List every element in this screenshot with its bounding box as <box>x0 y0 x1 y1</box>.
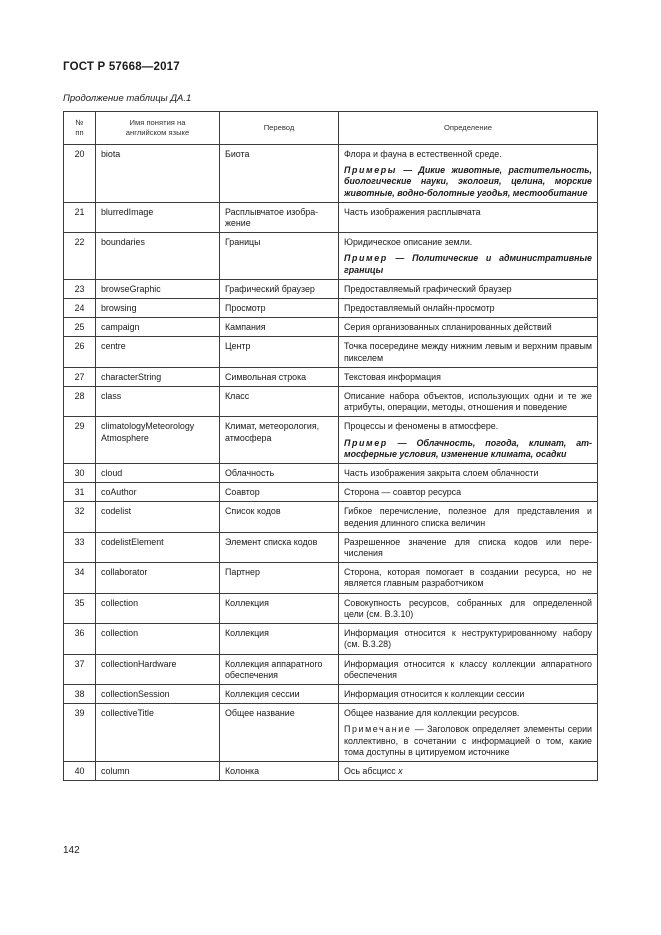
row-number: 40 <box>64 761 96 780</box>
term-translation: Кампания <box>220 318 339 337</box>
term-translation: Соавтор <box>220 483 339 502</box>
term-translation: Список кодов <box>220 502 339 532</box>
definition-text: Ось абсцисс <box>344 765 399 776</box>
row-number: 29 <box>64 417 96 464</box>
term-translation: Границы <box>220 233 339 280</box>
term-translation: Биота <box>220 145 339 203</box>
term-english: characterString <box>96 367 220 386</box>
table-row <box>64 464 598 483</box>
row-number: 32 <box>64 502 96 532</box>
term-english: browsing <box>96 299 220 318</box>
page-number: 142 <box>63 845 80 856</box>
definition-text: Серия организованных спланированных действий <box>344 322 552 333</box>
table-row <box>64 502 598 532</box>
example-text: — Политические и административные границы <box>344 253 592 275</box>
term-english: biota <box>96 145 220 203</box>
term-translation: Расплывчатое изображение <box>220 202 339 232</box>
table-row <box>64 654 598 684</box>
definition-text: Разрешенное значение для списка кодов или перечисления <box>344 536 592 559</box>
term-definition <box>339 318 598 337</box>
row-number: 38 <box>64 684 96 703</box>
term-definition <box>339 532 598 562</box>
table-row <box>64 145 598 203</box>
term-definition <box>339 337 598 367</box>
col-header-num: № пп <box>64 112 96 145</box>
definition-text: Предоставляемый графический браузер <box>344 283 512 294</box>
example-note <box>344 253 592 275</box>
col-header-term: Имя понятия на английском языке <box>96 112 220 145</box>
definition-text: Предоставляемый онлайн-просмотр <box>344 303 495 314</box>
definition-text: Текстовая информация <box>344 371 441 382</box>
example-text: — Облачность, погода, климат, атмосферные условия, изменение климата, осадки <box>344 437 592 459</box>
remark-text: — Заголовок определяет элементы серии коллективно, в сочетании с информацией о том, какие тома доступны в цитируемом источнике <box>344 724 592 757</box>
table-row <box>64 704 598 762</box>
term-english: cloud <box>96 464 220 483</box>
term-english: collaborator <box>96 563 220 593</box>
remark-label: Примечание <box>344 724 412 735</box>
table-row <box>64 387 598 417</box>
definition-text: Юридическое описание земли. <box>344 237 473 248</box>
term-translation: Символьная строка <box>220 367 339 386</box>
term-translation: Коллекция <box>220 624 339 654</box>
definition-text: Информация относится к коллекции сессии <box>344 688 525 699</box>
table-row <box>64 532 598 562</box>
term-definition <box>339 145 598 203</box>
term-definition <box>339 502 598 532</box>
term-translation: Элемент списка кодов <box>220 532 339 562</box>
table-row <box>64 233 598 280</box>
term-definition <box>339 684 598 703</box>
row-number: 30 <box>64 464 96 483</box>
term-definition <box>339 761 598 780</box>
row-number: 35 <box>64 593 96 623</box>
definition-text: Сторона — соавтор ресурса <box>344 487 462 498</box>
definition-text: Часть изображения закрыта слоем облачности <box>344 468 539 479</box>
term-english: codelistElement <box>96 532 220 562</box>
term-translation: Графический браузер <box>220 279 339 298</box>
term-translation: Коллекция сессии <box>220 684 339 703</box>
term-english: column <box>96 761 220 780</box>
definition-text: Сторона, которая помогает в создании ресурса, но не является главным разработчиком <box>344 567 592 589</box>
row-number: 31 <box>64 483 96 502</box>
col-header-definition: Определение <box>339 112 598 145</box>
definition-text: Описание набора объектов, использующих одни и те же атрибуты, операции, методы, отношения и поведение <box>344 391 592 413</box>
term-definition <box>339 387 598 417</box>
table-row <box>64 563 598 593</box>
table-row <box>64 593 598 623</box>
row-number: 36 <box>64 624 96 654</box>
row-number: 26 <box>64 337 96 367</box>
definition-text: Флора и фауна в естественной среде. <box>344 149 502 159</box>
term-definition <box>339 233 598 280</box>
definition-text: Точка посередине между нижним левым и верхним правым пикселем <box>344 341 592 363</box>
table-row <box>64 318 598 337</box>
term-translation: Общее название <box>220 704 339 762</box>
row-number: 39 <box>64 704 96 762</box>
term-english: codelist <box>96 502 220 532</box>
term-english: climatologyMeteorology Atmosphere <box>96 417 220 464</box>
example-note <box>344 438 592 460</box>
term-english: class <box>96 387 220 417</box>
example-label: Пример <box>344 253 388 264</box>
term-translation: Коллекция <box>220 593 339 623</box>
document-header: ГОСТ Р 57668—2017 <box>63 61 180 73</box>
table-row <box>64 202 598 232</box>
term-translation: Просмотр <box>220 299 339 318</box>
term-definition <box>339 483 598 502</box>
definition-text: Часть изображения расплывчата <box>344 206 481 217</box>
term-definition <box>339 279 598 298</box>
row-number: 20 <box>64 145 96 203</box>
table-row <box>64 337 598 367</box>
example-label: Пример <box>344 437 388 448</box>
term-translation: Климат, метеорология, атмосфера <box>220 417 339 464</box>
table-row <box>64 299 598 318</box>
term-definition <box>339 202 598 232</box>
table-row <box>64 624 598 654</box>
row-number: 34 <box>64 563 96 593</box>
row-number: 23 <box>64 279 96 298</box>
term-translation: Центр <box>220 337 339 367</box>
term-english: collectiveTitle <box>96 704 220 762</box>
term-english: campaign <box>96 318 220 337</box>
definition-text: Гибкое перечисление, полезное для представления и ведения длинного списка величин <box>344 506 592 528</box>
term-definition <box>339 624 598 654</box>
row-number: 21 <box>64 202 96 232</box>
definition-text: Общее название для коллекции ресурсов. <box>344 708 520 719</box>
table-row <box>64 761 598 780</box>
definition-variable: x <box>398 765 403 776</box>
definition-text: Информация относится к классу коллекции аппаратного обеспечения <box>344 658 592 680</box>
table-row <box>64 483 598 502</box>
term-english: blurredImage <box>96 202 220 232</box>
term-translation: Партнер <box>220 563 339 593</box>
term-translation: Коллекция аппаратного обеспечения <box>220 654 339 684</box>
table-row <box>64 279 598 298</box>
col-header-translation: Перевод <box>220 112 339 145</box>
example-text: — Дикие животные, растительность, биологические науки, экология, целина, морские животные, водно-болотные угодья, местообитание <box>344 165 592 198</box>
row-number: 24 <box>64 299 96 318</box>
definition-text: Совокупность ресурсов, собранных для определенной цели (см. В.3.10) <box>344 597 592 619</box>
term-english: collection <box>96 593 220 623</box>
term-definition <box>339 367 598 386</box>
term-english: coAuthor <box>96 483 220 502</box>
row-number: 37 <box>64 654 96 684</box>
table-row <box>64 367 598 386</box>
terms-table <box>63 111 598 781</box>
definition-text: Информация относится к неструктурированному набору (см. В.3.28) <box>344 628 592 650</box>
term-english: collectionSession <box>96 684 220 703</box>
term-english: collection <box>96 624 220 654</box>
term-english: centre <box>96 337 220 367</box>
remark-note <box>344 724 592 758</box>
term-definition <box>339 299 598 318</box>
row-number: 28 <box>64 387 96 417</box>
row-number: 33 <box>64 532 96 562</box>
row-number: 22 <box>64 233 96 280</box>
term-definition <box>339 704 598 762</box>
term-definition <box>339 563 598 593</box>
term-definition <box>339 654 598 684</box>
term-english: collectionHardware <box>96 654 220 684</box>
term-translation: Класс <box>220 387 339 417</box>
definition-text: Процессы и феномены в атмосфере. <box>344 421 499 432</box>
term-translation: Колонка <box>220 761 339 780</box>
table-row <box>64 684 598 703</box>
term-definition <box>339 417 598 464</box>
term-translation: Облачность <box>220 464 339 483</box>
example-note <box>344 165 592 199</box>
row-number: 25 <box>64 318 96 337</box>
term-english: browseGraphic <box>96 279 220 298</box>
term-english: boundaries <box>96 233 220 280</box>
table-header-row <box>64 112 598 145</box>
table-row <box>64 417 598 464</box>
example-label: Примеры <box>344 165 397 176</box>
row-number: 27 <box>64 367 96 386</box>
term-definition <box>339 464 598 483</box>
term-definition <box>339 593 598 623</box>
table-caption: Продолжение таблицы ДА.1 <box>63 93 192 104</box>
